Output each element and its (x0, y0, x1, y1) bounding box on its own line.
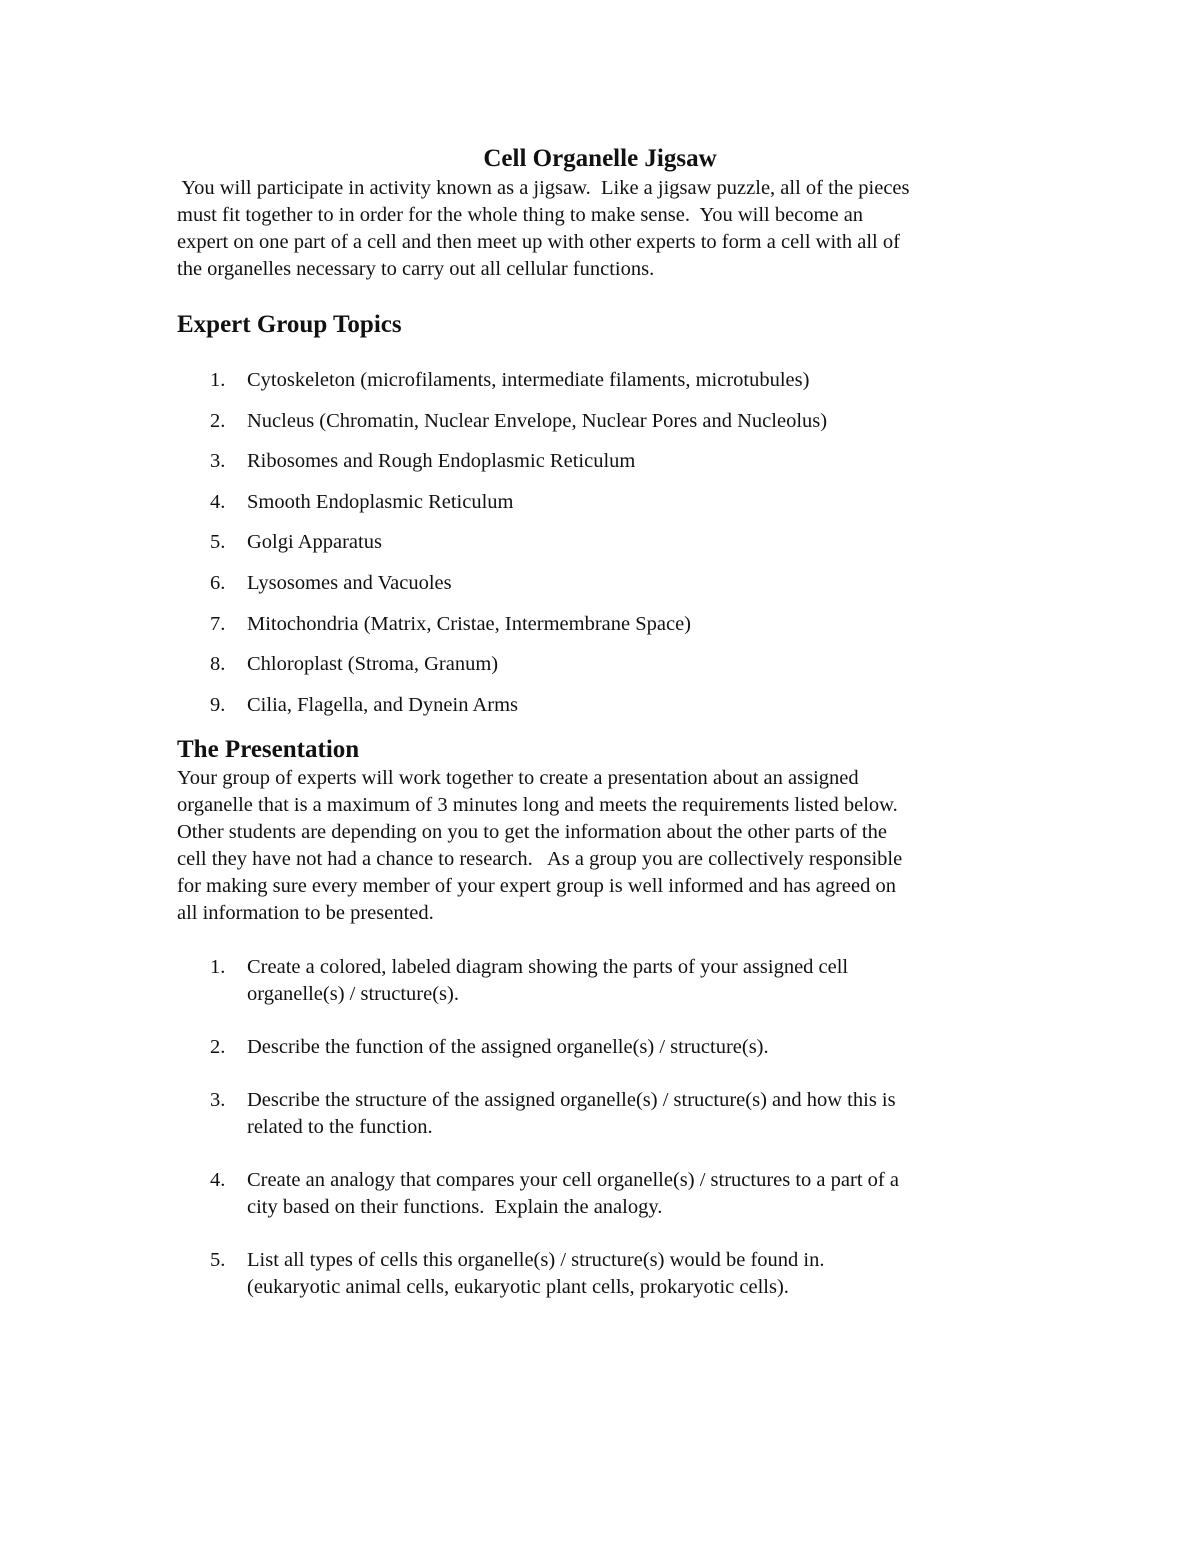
requirement-number: 3. (210, 1089, 226, 1111)
topic-text: Lysosomes and Vacuoles (247, 571, 452, 594)
presentation-line: Your group of experts will work together to create a presentation about an assigned (177, 767, 859, 789)
intro-line: expert on one part of a cell and then meet up with other experts to form a cell with all of (177, 231, 900, 253)
requirement-line: city based on their functions. Explain the analogy. (247, 1196, 663, 1218)
presentation-line: Other students are depending on you to get the information about the other parts of the (177, 821, 887, 843)
topic-text: Ribosomes and Rough Endoplasmic Reticulum (247, 450, 636, 473)
presentation-line: all information to be presented. (177, 902, 434, 924)
requirement-number: 5. (210, 1249, 226, 1271)
presentation-line: for making sure every member of your expert group is well informed and has agreed on (177, 875, 896, 897)
requirement-line: Describe the structure of the assigned organelle(s) / structure(s) and how this is (247, 1089, 896, 1111)
topic-number: 6. (210, 571, 226, 594)
topic-number: 5. (210, 531, 226, 554)
page-title: Cell Organelle Jigsaw (483, 145, 717, 172)
topic-number: 3. (210, 450, 226, 473)
requirement-number: 1. (210, 956, 226, 978)
presentation-line: cell they have not had a chance to research. As a group you are collectively responsible (177, 848, 903, 870)
topic-text: Cytoskeleton (microfilaments, intermediate filaments, microtubules) (247, 369, 810, 391)
intro-paragraph (177, 175, 1057, 283)
presentation-paragraph (177, 765, 1057, 927)
topic-text: Mitochondria (Matrix, Cristae, Intermembrane Space) (247, 612, 692, 635)
topic-number: 1. (210, 369, 226, 391)
intro-line: the organelles necessary to carry out all cellular functions. (177, 258, 655, 280)
topic-number: 7. (210, 612, 226, 635)
requirement-line: (eukaryotic animal cells, eukaryotic plant cells, prokaryotic cells). (247, 1276, 789, 1298)
requirement-text (247, 1087, 1047, 1141)
topic-number: 8. (210, 653, 226, 676)
presentation-line: organelle that is a maximum of 3 minutes long and meets the requirements listed below. (177, 794, 898, 816)
expert-topics-heading: Expert Group Topics (177, 311, 402, 338)
requirement-line: Create a colored, labeled diagram showing the parts of your assigned cell (247, 956, 849, 978)
requirement-text (247, 1034, 1047, 1061)
topic-text: Cilia, Flagella, and Dynein Arms (247, 693, 519, 716)
topic-number: 4. (210, 490, 226, 513)
requirement-line: organelle(s) / structure(s). (247, 983, 459, 1005)
intro-line: must fit together to in order for the whole thing to make sense. You will become an (177, 204, 864, 226)
requirement-number: 2. (210, 1036, 226, 1058)
topic-text: Nucleus (Chromatin, Nuclear Envelope, Nuclear Pores and Nucleolus) (247, 409, 828, 432)
requirement-line: Describe the function of the assigned organelle(s) / structure(s). (247, 1036, 769, 1058)
presentation-heading: The Presentation (177, 736, 360, 763)
requirement-text (247, 1247, 1047, 1301)
requirement-text (247, 954, 1047, 1008)
topic-text: Golgi Apparatus (247, 531, 382, 554)
requirement-line: Create an analogy that compares your cell organelle(s) / structures to a part of a (247, 1169, 899, 1191)
requirement-text (247, 1167, 1047, 1221)
requirement-line: related to the function. (247, 1116, 433, 1138)
topic-text: Chloroplast (Stroma, Granum) (247, 653, 499, 676)
topic-number: 9. (210, 693, 226, 716)
topic-text: Smooth Endoplasmic Reticulum (247, 490, 514, 513)
topic-number: 2. (210, 409, 226, 432)
requirement-number: 4. (210, 1169, 226, 1191)
intro-line: You will participate in activity known as a jigsaw. Like a jigsaw puzzle, all of the pieces (177, 177, 910, 199)
requirement-line: List all types of cells this organelle(s) / structure(s) would be found in. (247, 1249, 825, 1271)
